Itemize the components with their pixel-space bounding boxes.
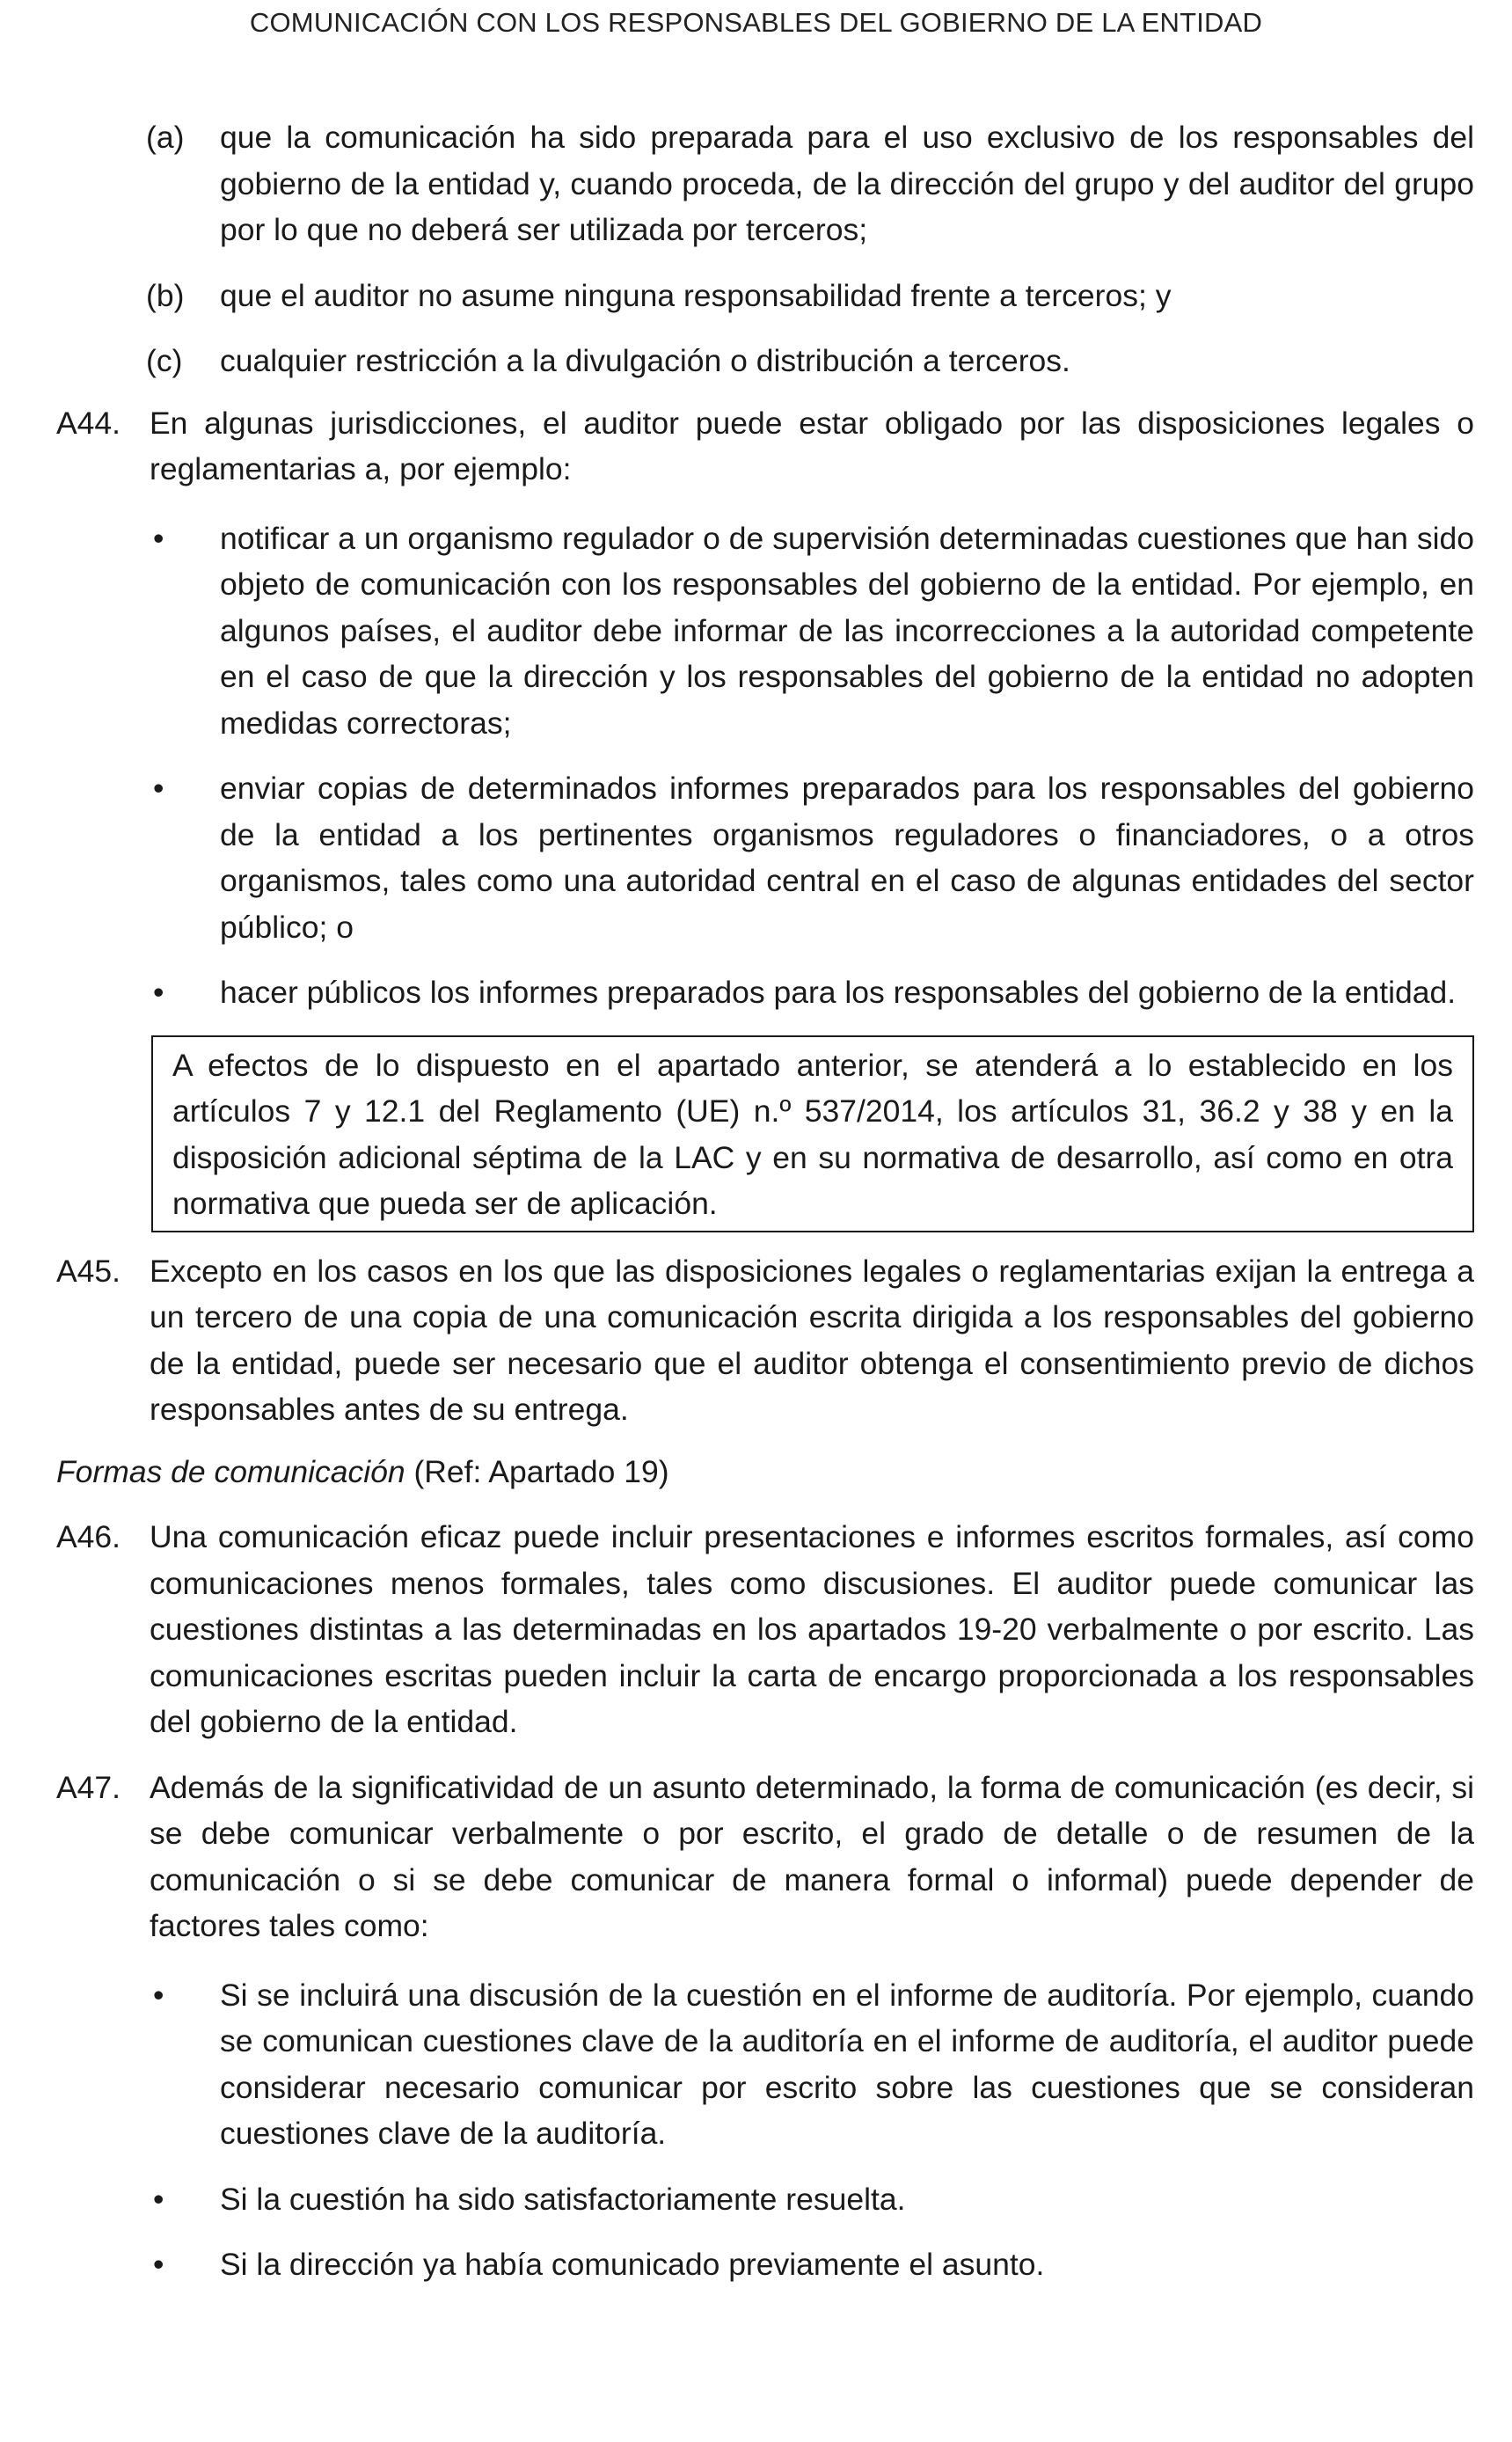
bullet-text: hacer públicos los informes preparados para los responsables del gobierno de la entidad. [220,975,1457,1010]
list-text: que el auditor no asume ninguna responsabilidad frente a terceros; y [220,277,1172,313]
bullet-icon: • [153,975,164,1010]
paragraph-number: A47. [56,1769,121,1805]
paragraph-number: A44. [56,405,121,441]
list-item-b [56,273,1474,319]
paragraph-number: A45. [56,1253,121,1289]
section-subheading [56,1449,1474,1495]
paragraph-text: Además de la significatividad de un asunto determinado, la forma de comunicación (es decir, si se debe comunicar verbalmente o por escrito, el grado de detalle o de resumen de la comunicación o si se debe comunicar de manera formal o informal) puede depender de factores tales como: [150,1769,1474,1943]
list-item-c [56,338,1474,384]
list-label: (a) [146,120,185,155]
paragraph-number: A46. [56,1519,121,1554]
paragraph-a46 [56,1514,1474,1745]
bullet-icon: • [153,771,164,806]
bullet-item [56,2241,1474,2288]
bullet-item [56,765,1474,950]
boxed-note [151,1035,1474,1232]
list-item-a [56,114,1474,253]
subheading-title: Formas de comunicación [56,1453,405,1489]
list-label: (c) [146,343,183,378]
document-body [56,114,1474,2288]
bullet-icon: • [153,2181,164,2217]
paragraph-text: En algunas jurisdicciones, el auditor puede estar obligado por las disposiciones legales o reglamentarias a, por ejemplo: [150,405,1474,486]
paragraph-a47 [56,1765,1474,1949]
bullet-item [56,515,1474,747]
bullet-item [56,969,1474,1016]
list-text: cualquier restricción a la divulgación o distribución a terceros. [220,343,1070,378]
bullet-text: Si se incluirá una discusión de la cuestión en el informe de auditoría. Por ejemplo, cuando se comunican cuestiones clave de la auditoría en el informe de auditoría, el auditor puede considerar necesario comunicar por escrito sobre las cuestiones que se consideran cuestiones clave de la auditoría. [220,1977,1474,2151]
paragraph-text: Una comunicación eficaz puede incluir presentaciones e informes escritos formales, así como comunicaciones menos formales, tales como discusiones. El auditor puede comunicar las cuestiones distintas a las determinadas en los apartados 19-20 verbalmente o por escrito. Las comunicaciones escritas pueden incluir la carta de encargo proporcionada a los responsables del gobierno de la entidad. [150,1519,1474,1739]
paragraph-a45 [56,1248,1474,1433]
paragraph-a44 [56,400,1474,493]
bullet-icon: • [153,2247,164,2282]
subheading-ref: (Ref: Apartado 19) [405,1453,669,1489]
bullet-item [56,2176,1474,2223]
paragraph-text: Excepto en los casos en los que las disposiciones legales o reglamentarias exijan la entrega a un tercero de una copia de una comunicación escrita dirigida a los responsables del gobierno de la entidad, puede ser necesario que el auditor obtenga el consentimiento previo de dichos responsables antes de su entrega. [150,1253,1474,1427]
bullet-item [56,1972,1474,2157]
bullet-text: notificar a un organismo regulador o de supervisión determinadas cuestiones que han sido objeto de comunicación con los responsables del gobierno de la entidad. Por ejemplo, en algunos países, el auditor debe informar de las incorrecciones a la autoridad competente en el caso de que la dirección y los responsables del gobierno de la entidad no adopten medidas correctoras; [220,520,1474,741]
list-text: que la comunicación ha sido preparada para el uso exclusivo de los responsables del gobierno de la entidad y, cuando proceda, de la dirección del grupo y del auditor del grupo por lo que no deberá ser utilizada por terceros; [220,120,1474,247]
bullet-text: enviar copias de determinados informes preparados para los responsables del gobierno de la entidad a los pertinentes organismos reguladores o financiadores, o a otros organismos, tales como una autoridad central en el caso de algunas entidades del sector público; o [220,771,1474,945]
boxed-note-text: A efectos de lo dispuesto en el apartado anterior, se atenderá a lo establecido en los artículos 7 y 12.1 del Reglamento (UE) n.º 537/2014, los artículos 31, 36.2 y 38 y en la disposición adicional séptima de la LAC y en su normativa de desarrollo, así como en otra normativa que pueda ser de aplicación. [172,1047,1453,1221]
page-header: COMUNICACIÓN CON LOS RESPONSABLES DEL GOBIERNO DE LA ENTIDAD [249,7,1263,38]
bullet-text: Si la dirección ya había comunicado previamente el asunto. [220,2247,1045,2282]
bullet-icon: • [153,520,164,556]
bullet-icon: • [153,1977,164,2013]
bullet-text: Si la cuestión ha sido satisfactoriamente resuelta. [220,2181,906,2217]
list-label: (b) [146,277,185,313]
